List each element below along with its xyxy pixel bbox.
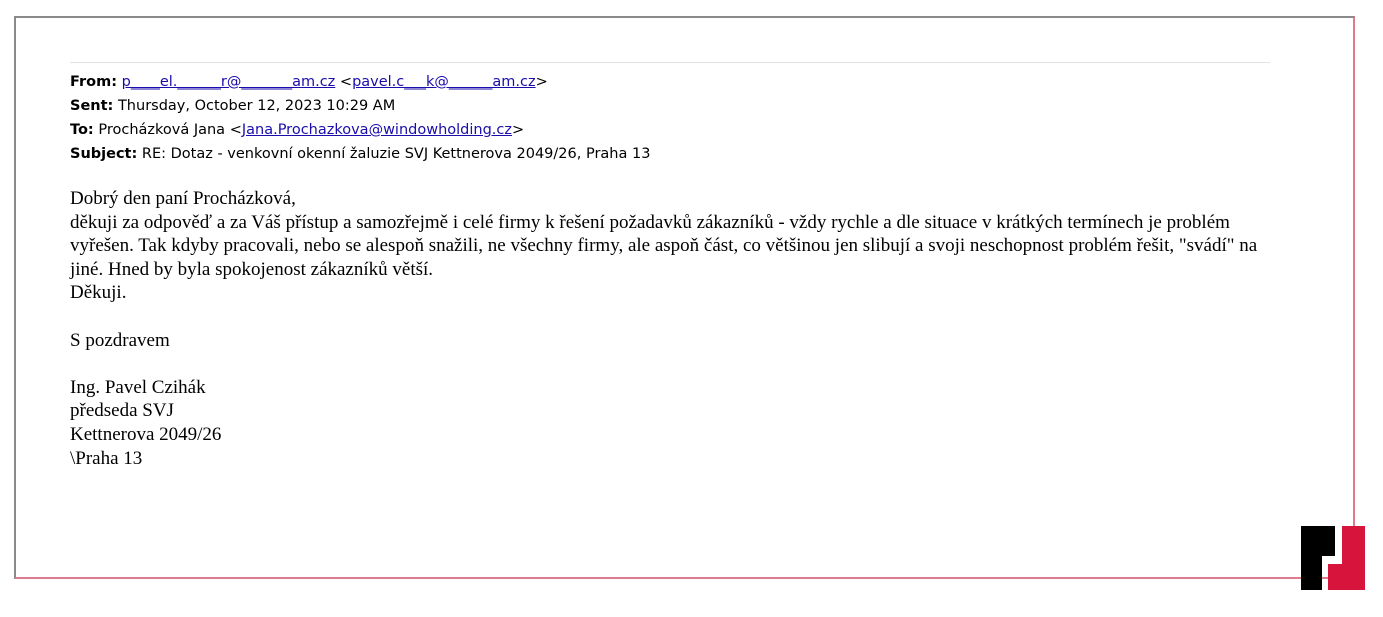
body-paragraph: děkuji za odpověď a za Váš přístup a samozřejmě i celé firmy k řešení požadavků zákazníků - vždy rychle a dle situace v krátkých termínech je problém vyřešen. Tak kdyby pracovali, nebo se alespoň snažili, ne všechny firmy, ale aspoň část, co většinou jen slibují a svoji neschopnost problém řešit, "svádí" na jiné. Hned by byla spokojenost zákazníků větší. [70, 211, 1258, 280]
email-header [70, 70, 650, 166]
to-line [70, 118, 650, 142]
company-logo-icon [1301, 526, 1365, 590]
closing-line: S pozdravem [70, 329, 170, 351]
signature-name: Ing. Pavel Czihák [70, 376, 206, 398]
sent-line [70, 94, 650, 118]
to-open-bracket: < [229, 122, 242, 138]
signature-street: Kettnerova 2049/26 [70, 423, 222, 445]
to-label: To: [70, 122, 94, 138]
from-address-link[interactable]: pavel.c___k@______am.cz [352, 74, 536, 90]
header-separator [70, 62, 1270, 63]
to-close-bracket: > [512, 122, 525, 138]
company-logo [1301, 526, 1365, 590]
to-name: Procházková Jana [98, 122, 226, 138]
from-label: From: [70, 74, 117, 90]
from-open-bracket: < [339, 74, 353, 90]
from-close-bracket: > [535, 74, 548, 90]
subject-value: RE: Dotaz - venkovní okenní žaluzie SVJ Kettnerova 2049/26, Praha 13 [141, 146, 651, 162]
from-name-link[interactable]: p____el.______r@_______am.cz [121, 74, 336, 90]
thanks-line: Děkuji. [70, 282, 127, 304]
subject-label: Subject: [70, 146, 138, 162]
signature-city: \Praha 13 [70, 447, 143, 469]
subject-line [70, 142, 650, 166]
signature-title: předseda SVJ [70, 400, 174, 422]
sent-label: Sent: [70, 98, 114, 114]
email-body [70, 187, 1280, 470]
sent-value: Thursday, October 12, 2023 10:29 AM [117, 98, 396, 114]
from-line [70, 70, 650, 94]
greeting: Dobrý den paní Procházková, [70, 188, 296, 209]
to-address-link[interactable]: Jana.Prochazkova@windowholding.cz [241, 122, 512, 138]
